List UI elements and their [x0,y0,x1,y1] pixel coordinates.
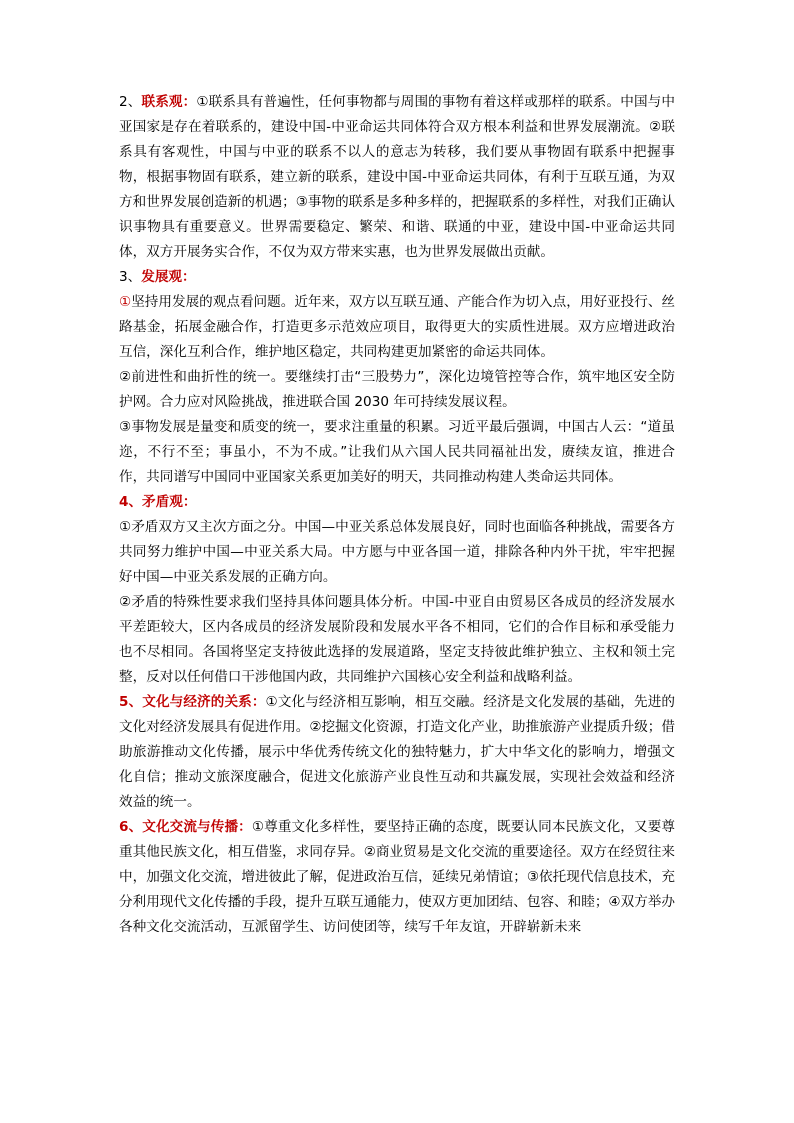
section-3-number: 3、 [119,269,142,285]
section-4-point-2: ②矛盾的特殊性要求我们坚持具体问题具体分析。中国-中亚自由贸易区各成员的经济发展水平差距较大，区内各成员的经济发展阶段和发展水平各不相同，它们的合作目标和承受能力也不尽相同。各国将坚定支持彼此选择的发展道路，坚定支持彼此维护独立、主权和领土完整，反对以任何借口干涉他国内政，共同维护六国核心安全利益和战略利益。 [119,594,675,685]
section-3-point-1-marker: ① [119,294,132,310]
section-6-body: ①尊重文化多样性，要坚持正确的态度，既要认同本民族文化，又要尊重其他民族文化，相互借鉴，求同存异。②商业贸易是文化交流的重要途径。双方在经贸往来中，加强文化交流，增进彼此了解，促进政治互信，延续兄弟情谊；③依托现代信息技术，充分利用现代文化传播的手段，提升互联互通能力，使双方更加团结、包容、和睦；④双方举办各种文化交流活动，互派留学生、访问使团等，续写千年友谊，开辟崭新未来 [119,819,675,935]
section-4-title: 4、矛盾观： [119,494,197,510]
section-6-paragraph [119,815,675,940]
section-5-title: 5、文化与经济的关系： [119,694,266,710]
section-5-body: ①文化与经济相互影响，相互交融。经济是文化发展的基础，先进的文化对经济发展具有促进作用。②挖掘文化资源，打造文化产业，助推旅游产业提质升级；借助旅游推动文化传播，展示中华优秀传统文化的独特魅力，扩大中华文化的影响力，增强文化自信；推动文旅深度融合，促进文化旅游产业良性互动和共赢发展，实现社会效益和经济效益的统一。 [119,694,675,810]
section-3-title: 发展观： [141,269,196,285]
section-2-paragraph [119,90,675,265]
section-5-paragraph [119,690,675,815]
section-2-number: 2、 [119,94,142,110]
document-body [119,90,675,940]
section-6-title: 6、文化交流与传播： [119,819,252,835]
section-2-body: ①联系具有普遍性，任何事物都与周围的事物有着这样或那样的联系。中国与中亚国家是存在着联系的，建设中国-中亚命运共同体符合双方根本利益和世界发展潮流。②联系具有客观性，中国与中亚的联系不以人的意志为转移，我们要从事物固有联系中把握事物，根据事物固有联系，建立新的联系，建设中国-中亚命运共同体，有利于互联互通，为双方和世界发展创造新的机遇；③事物的联系是多种多样的，把握联系的多样性，对我们正确认识事物具有重要意义。世界需要稳定、繁荣、和谐、联通的中亚，建设中国-中亚命运共同体，双方开展务实合作，不仅为双方带来实惠，也为世界发展做出贡献。 [119,94,675,260]
section-4-point-1: ①矛盾双方又主次方面之分。中国—中亚关系总体发展良好，同时也面临各种挑战，需要各方共同努力维护中国—中亚关系大局。中方愿与中亚各国一道，排除各种内外干扰，牢牢把握好中国—中亚关系发展的正确方向。 [119,519,675,585]
section-3-point-2: ②前进性和曲折性的统一。要继续打击“三股势力”，深化边境管控等合作，筑牢地区安全防护网。合力应对风险挑战，推进联合国 2030 年可持续发展议程。 [119,369,675,410]
section-3-point-3: ③事物发展是量变和质变的统一，要求注重量的积累。习近平最后强调，中国古人云：“道虽迩，不行不至；事虽小，不为不成。”让我们从六国人民共同福祉出发，赓续友谊，推进合作，共同谱写中国同中亚国家关系更加美好的明天，共同推动构建人类命运共同体。 [119,419,675,485]
section-4-heading [119,490,675,515]
section-2-title: 联系观： [141,94,197,110]
section-3-point-1-text: 坚持用发展的观点看问题。近年来，双方以互联互通、产能合作为切入点，用好亚投行、丝路基金，拓展金融合作，打造更多示范效应项目，取得更大的实质性进展。双方应增进政治互信，深化互利合作，维护地区稳定，共同构建更加紧密的命运共同体。 [119,294,676,360]
section-3-heading [119,265,675,290]
section-3-point-1 [119,290,675,365]
